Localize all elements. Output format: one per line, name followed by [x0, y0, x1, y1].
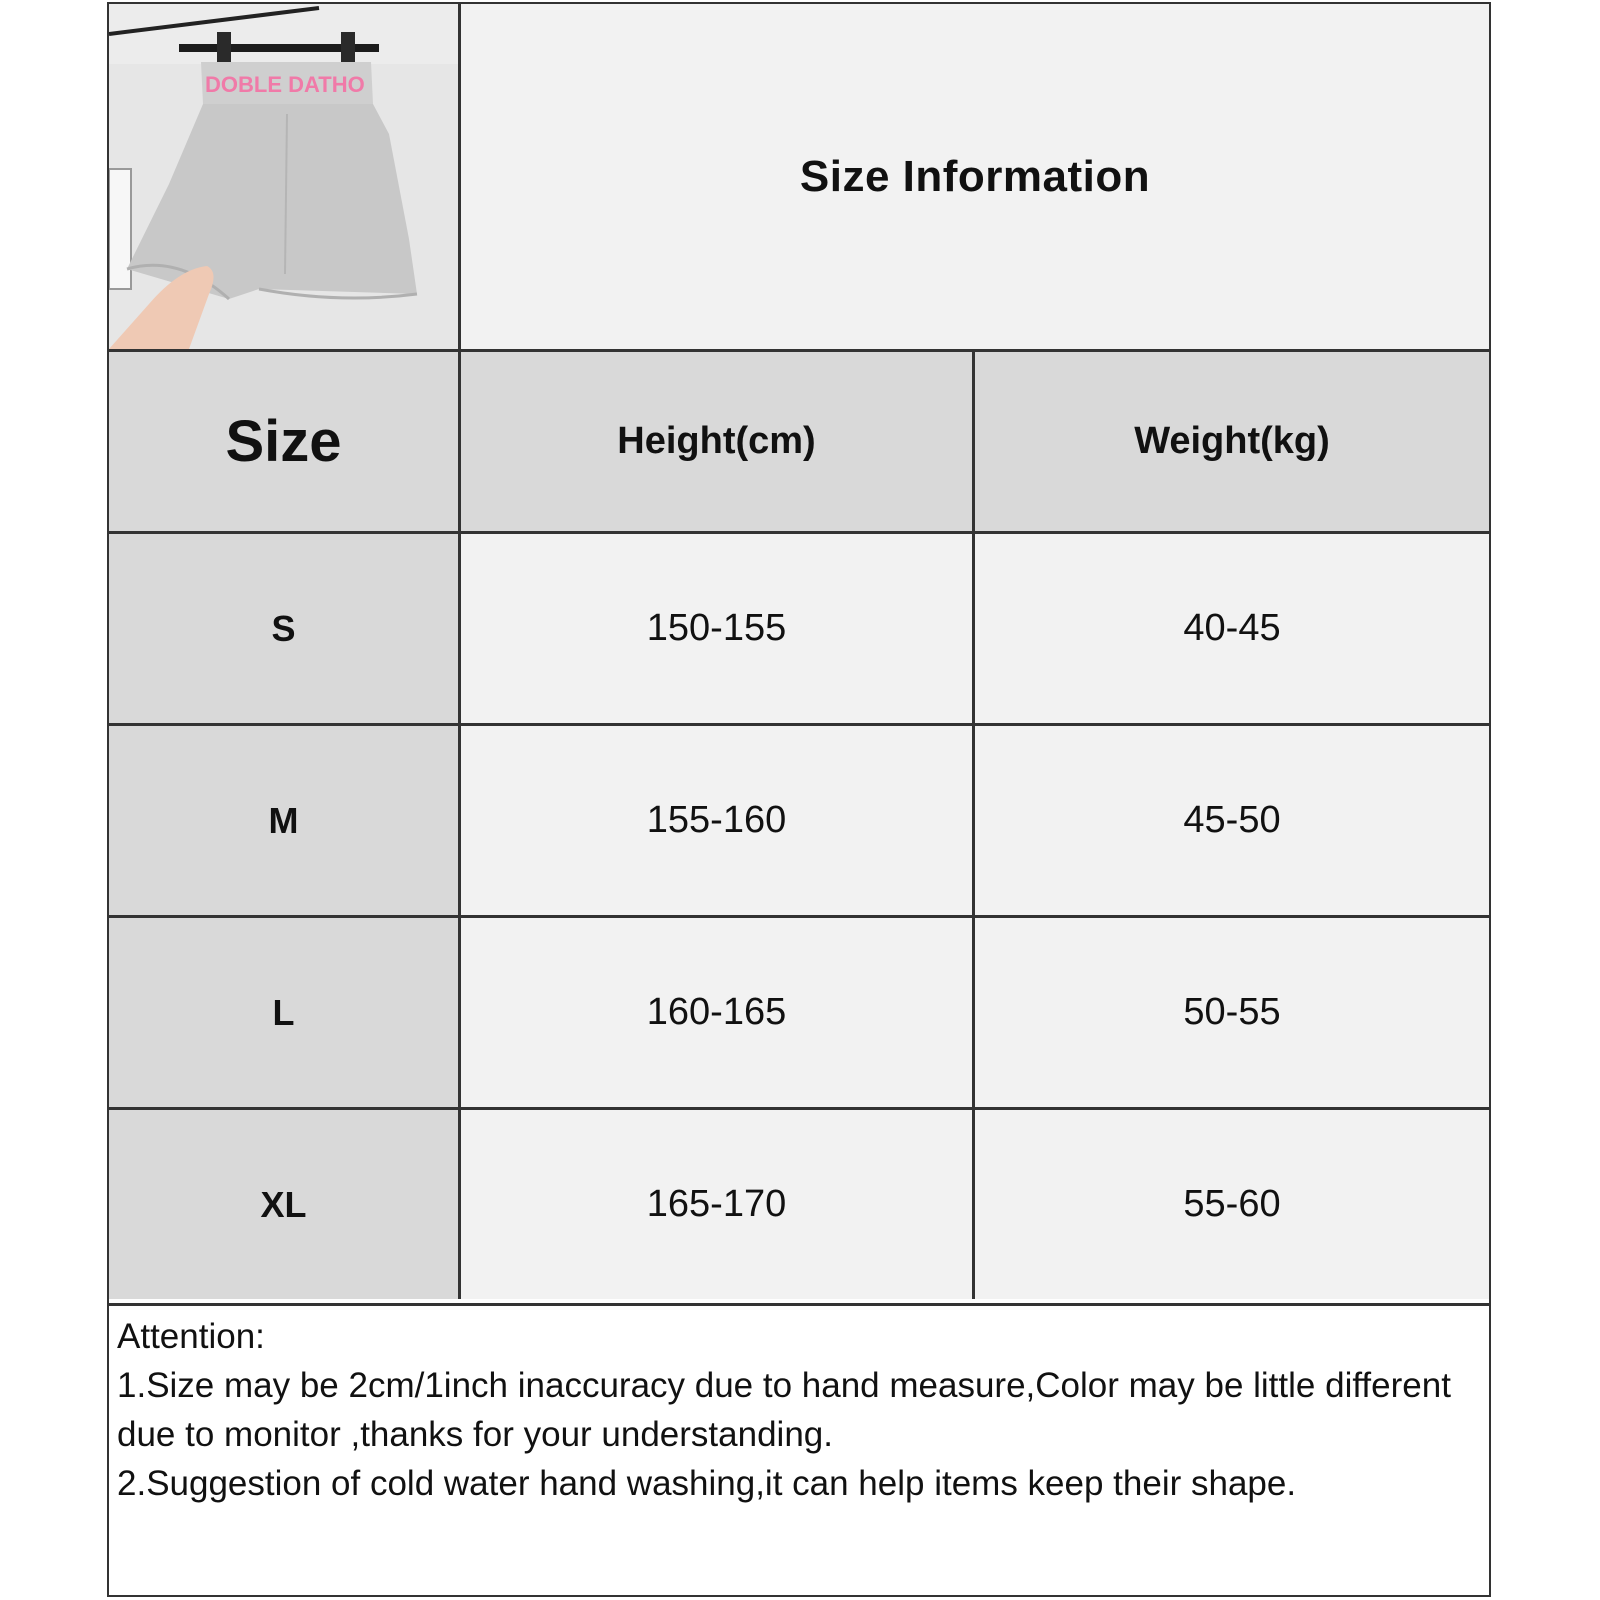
- weight-value: 45-50: [1183, 799, 1281, 841]
- size-cell: [109, 918, 461, 1107]
- weight-cell: [975, 534, 1489, 723]
- height-cell: [461, 534, 975, 723]
- weight-cell: [975, 726, 1489, 915]
- height-value: 165-170: [646, 1183, 787, 1225]
- table-row: [109, 915, 1489, 1107]
- table-row: [109, 1107, 1489, 1299]
- notes-line-2: 2.Suggestion of cold water hand washing,it can help items keep their shape.: [117, 1464, 1297, 1503]
- size-table: [109, 349, 1489, 1299]
- height-cell: [461, 918, 975, 1107]
- weight-cell: [975, 918, 1489, 1107]
- table-header-row: [109, 349, 1489, 531]
- size-value: S: [271, 607, 296, 649]
- header-cell-height: [461, 352, 975, 531]
- header-weight-label: Weight(kg): [1134, 420, 1330, 462]
- weight-cell: [975, 1110, 1489, 1299]
- size-cell: [109, 534, 461, 723]
- height-value: 160-165: [646, 991, 787, 1033]
- size-chart-sheet: [107, 2, 1491, 1597]
- notes-heading: Attention:: [117, 1317, 265, 1356]
- size-cell: [109, 726, 461, 915]
- header-height-label: Height(cm): [617, 420, 816, 462]
- height-cell: [461, 1110, 975, 1299]
- height-cell: [461, 726, 975, 915]
- table-row: [109, 723, 1489, 915]
- title-cell: [461, 4, 1489, 349]
- height-value: 150-155: [646, 607, 787, 649]
- size-value: XL: [260, 1183, 307, 1225]
- header-cell-size: [109, 352, 461, 531]
- header-size-label: Size: [225, 409, 342, 474]
- weight-value: 40-45: [1183, 607, 1281, 649]
- weight-value: 50-55: [1183, 991, 1281, 1033]
- weight-value: 55-60: [1183, 1183, 1281, 1225]
- shorts-image: [109, 4, 461, 349]
- attention-notes: [109, 1303, 1489, 1595]
- waistband-text: DOBLE DATHO: [205, 72, 365, 97]
- header-cell-weight: [975, 352, 1489, 531]
- product-photo: [109, 4, 461, 349]
- notes-line-1: 1.Size may be 2cm/1inch inaccuracy due to hand measure,Color may be little different due to monitor ,thanks for your understanding.: [117, 1366, 1451, 1454]
- size-cell: [109, 1110, 461, 1299]
- height-value: 155-160: [646, 799, 787, 841]
- size-value: M: [268, 799, 299, 841]
- table-row: [109, 531, 1489, 723]
- page-title: Size Information: [799, 151, 1151, 201]
- size-value: L: [272, 991, 295, 1033]
